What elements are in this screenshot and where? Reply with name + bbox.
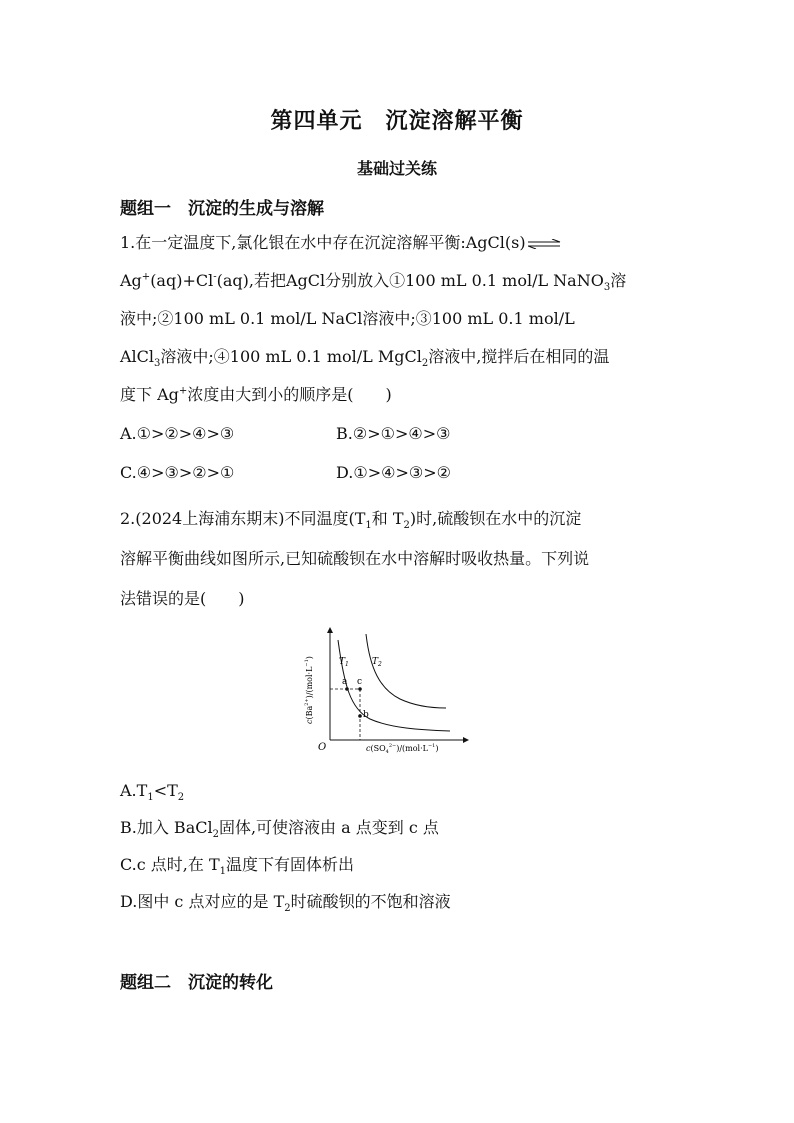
point-b: [358, 714, 362, 718]
q2-text: 时硫酸钡的不饱和溶液: [290, 892, 451, 911]
subscript: 2: [421, 358, 429, 370]
q2-option-a: [120, 780, 184, 802]
q2-text: )时,硫酸钡在水中的沉淀: [409, 509, 582, 528]
q2-text: A.T: [120, 781, 148, 800]
point-c: [358, 687, 362, 691]
q1-text: (aq)+Cl: [150, 271, 214, 290]
series-label-t2: $T_2$: [372, 657, 382, 668]
q1-option-b: B.②>①>④>③: [336, 424, 451, 443]
subscript: 3: [603, 282, 611, 294]
q2-text: B.加入 BaCl: [120, 818, 213, 837]
subscript: 1: [147, 792, 154, 804]
subscript: 3: [154, 358, 161, 370]
q2-text: C.c 点时,在 T: [120, 855, 220, 874]
q2-line3: 法错误的是( ): [120, 589, 245, 608]
q2-text: D.图中 c 点对应的是 T: [120, 892, 285, 911]
q2-text: <T: [153, 781, 178, 800]
q1-line4: [120, 346, 609, 368]
section-heading-group1: 题组一 沉淀的生成与溶解: [120, 199, 324, 219]
q2-line2: 溶解平衡曲线如图所示,已知硫酸钡在水中溶解时吸收热量。下列说: [120, 549, 590, 568]
subscript: 1: [365, 520, 372, 532]
q1-line1-text: 1.在一定温度下,氯化银在水中存在沉淀溶解平衡:AgCl(s): [120, 233, 526, 252]
superscript: +: [141, 271, 151, 283]
q1-line3: 液中;②100 mL 0.1 mol/L NaCl溶液中;③100 mL 0.1 mol/L: [120, 309, 575, 328]
q1-option-d: D.①>④>③>②: [336, 463, 451, 482]
subscript: 2: [212, 829, 219, 841]
subscript: 1: [219, 866, 227, 878]
q2-text: 温度下有固体析出: [226, 855, 355, 874]
label-point-b: b: [363, 710, 369, 720]
equilibrium-arrow-icon: [528, 239, 562, 249]
origin-label: O: [318, 742, 327, 753]
q1-text: 溶: [610, 271, 627, 290]
label-point-a: a: [342, 677, 348, 687]
curve-t2: [366, 634, 446, 708]
q1-option-c: C.④>③>②>①: [120, 463, 235, 482]
superscript: +: [178, 385, 188, 397]
q1-text: 溶液中;④100 mL 0.1 mol/L MgCl: [160, 347, 422, 366]
x-axis-label: $c(SO_4^{2-})/(mol\cdot L^{-1})$: [366, 743, 439, 755]
curve-t1: [338, 640, 450, 731]
point-a: [345, 687, 349, 691]
q1-line5: [120, 384, 392, 406]
q1-text: 度下 Ag: [120, 385, 179, 404]
q2-text: 和 T: [371, 509, 404, 528]
q2-option-d: [120, 891, 451, 913]
q2-text: 固体,可使溶液由 a 点变到 c 点: [218, 818, 439, 837]
q1-line1: [120, 232, 562, 254]
superscript: -: [213, 271, 217, 283]
page-subtitle: 基础过关练: [356, 159, 437, 178]
q2-text: 2.(2024上海浦东期末)不同温度(T: [120, 509, 366, 528]
q1-text: 溶液中,搅拌后在相同的温: [428, 347, 610, 366]
q2-line1: [120, 508, 581, 530]
subscript: 2: [177, 792, 185, 804]
q1-text: (aq),若把AgCl分别放入①100 mL 0.1 mol/L NaNO: [216, 271, 604, 290]
section-heading-group2: 题组二 沉淀的转化: [120, 973, 273, 993]
solubility-equilibrium-chart: [290, 624, 490, 764]
q1-text: AlCl: [120, 347, 155, 366]
subscript: 2: [284, 903, 291, 915]
q1-line2: [120, 270, 626, 292]
q1-text: Ag: [120, 271, 142, 290]
label-point-c: c: [357, 677, 363, 687]
series-label-t1: $T_1$: [339, 657, 349, 668]
q2-option-c: [120, 854, 354, 876]
subscript: 2: [403, 520, 410, 532]
q1-option-a: A.①>②>④>③: [120, 424, 235, 443]
q2-option-b: [120, 817, 439, 839]
y-axis-label: $c(Ba^{2+})/(mol\cdot L^{-1})$: [304, 656, 314, 724]
q1-text: 浓度由大到小的顺序是( ): [187, 385, 392, 404]
page-title: 第四单元 沉淀溶解平衡: [270, 108, 524, 134]
